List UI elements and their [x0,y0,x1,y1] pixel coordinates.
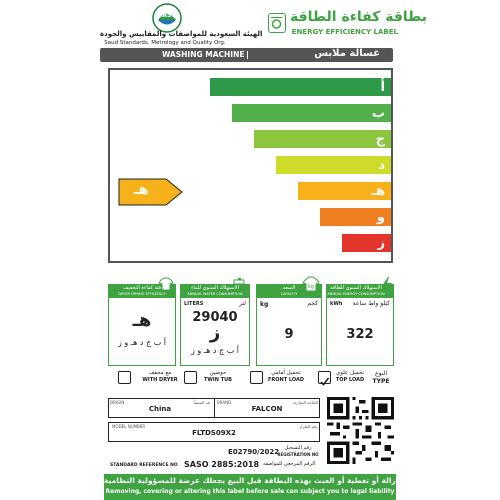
rating-bar-d: د [276,156,391,174]
water-value: 29040 [192,310,238,325]
registration-value: E02790/2022 [228,448,280,456]
registration-label-arabic: رقم التسجيل [284,445,312,451]
registration-label-english: REGISTRATION NO [277,452,319,457]
model-value: FLTDS09X2 [192,429,236,437]
type-label-english: TYPE [372,378,390,385]
front-load-arabic: تحميل أمامي [271,370,301,376]
water-unit-english: LITERS [184,301,204,307]
check-icon [319,376,330,387]
top-load-arabic: تحميل علوي [335,370,365,376]
footer-english: Removing, covering or altering this label before sale can subject you to legal liability [105,488,395,495]
front-load-checkbox[interactable] [250,371,263,384]
water-header-english: ANNUAL WATER CONSUMPTION [187,292,243,296]
rating-bar-c: ج [254,130,391,148]
energy-header-arabic: الاستهلاك السنوي للطاقة [330,285,382,291]
origin-label-english: ORIGIN [110,400,125,405]
product-divider [247,51,248,59]
capacity-header-english: CAPACITY [280,292,298,296]
water-unit-arabic: لتر [239,300,246,307]
brand-value: FALCON [251,405,283,413]
top-load-english: TOP LOAD [335,377,365,383]
label-title-english: ENERGY EFFICIENCY LABEL [291,28,398,36]
dryer-header-arabic: فئة كفاءة التجفيف [122,285,162,291]
rating-scale [108,68,393,263]
shirt-icon [158,276,174,290]
model-label-english: MODEL NUMBER [112,424,146,429]
with-dryer-checkbox[interactable] [118,371,131,384]
clothes-icon [302,276,320,292]
rating-bar-e: هـ [298,182,391,200]
water-rating-letter: ز [209,322,221,343]
standard-label-english: STANDARD REFERENCE NO [110,463,178,468]
rating-bar-a: أ [210,78,391,96]
standard-label-arabic: الرقم المرجعي للمواصفة [262,461,316,467]
rating-bar-g: ز [342,234,391,252]
capacity-header-arabic: السعة [282,285,296,291]
capacity-unit-english: kg [260,301,269,308]
svg-text:kg: kg [308,284,315,290]
org-english: Saud Standards, Metrology and Quality Org. [104,40,226,46]
dryer-rating-value: هـ [132,310,152,331]
water-header-arabic: الاستهلاك السنوي للماء [191,285,239,291]
energy-value: 322 [346,327,374,342]
brand-label-arabic: العلامة التجارية [293,400,318,405]
top-load-checkbox[interactable] [318,371,331,384]
org-arabic: الهيئة السعودية للمواصفات والمقاييس والجودة [100,30,263,38]
lightning-icon [380,276,394,294]
model-label-arabic: رقم الطراز [299,424,318,429]
washing-machine-icon [268,13,286,33]
standard-value: SASO 2885:2018 [184,460,260,469]
origin-value: China [148,405,172,413]
twin-tub-checkbox[interactable] [184,371,197,384]
rating-bar-b: ب [232,104,391,122]
product-arabic: غسالة ملابس [314,48,380,59]
energy-label-card [100,0,428,500]
with-dryer-arabic: مع مجفف [148,370,172,376]
energy-unit-arabic: كيلو واط ساعة [352,300,390,307]
energy-unit-english: kWh [330,301,343,307]
product-english: WASHING MACHINE [162,50,245,59]
label-title-arabic: بطاقة كفاءة الطاقة [290,9,428,25]
front-load-english: FRONT LOAD [268,377,304,383]
energy-header-english: ANNUAL ENERGY CONSUMPTION [327,292,385,296]
water-rating-scale: أ ب ج د هـ و ز [190,346,240,355]
selected-rating-letter: هـ [134,182,149,198]
capacity-unit-arabic: كجم [307,300,318,307]
capacity-value: 9 [284,327,294,342]
twin-tub-arabic: حوضين [209,370,227,376]
twin-tub-english: TWIN TUB [204,377,232,383]
rating-bar-f: و [320,208,391,226]
footer-arabic: إزالة أو تغطية أو العبث بهذه البطاقة قبل البيع يجعلك عرضة للمسؤولية النظامية [104,476,399,485]
dryer-header-english: DRYER DRYING EFFICIENCY [118,292,166,296]
with-dryer-english: WITH DRYER [142,377,178,383]
faucet-icon [232,276,248,290]
selected-rating-arrow [118,178,184,206]
type-label-arabic: النوع [375,370,387,377]
dryer-rating-scale: أ ب ج د هـ و ز [117,338,167,347]
origin-label-arabic: بلد المنشأ [193,400,210,405]
brand-label-english: BRAND [217,400,232,405]
saso-logo-text: SASO [158,12,177,19]
qr-code [327,397,394,464]
